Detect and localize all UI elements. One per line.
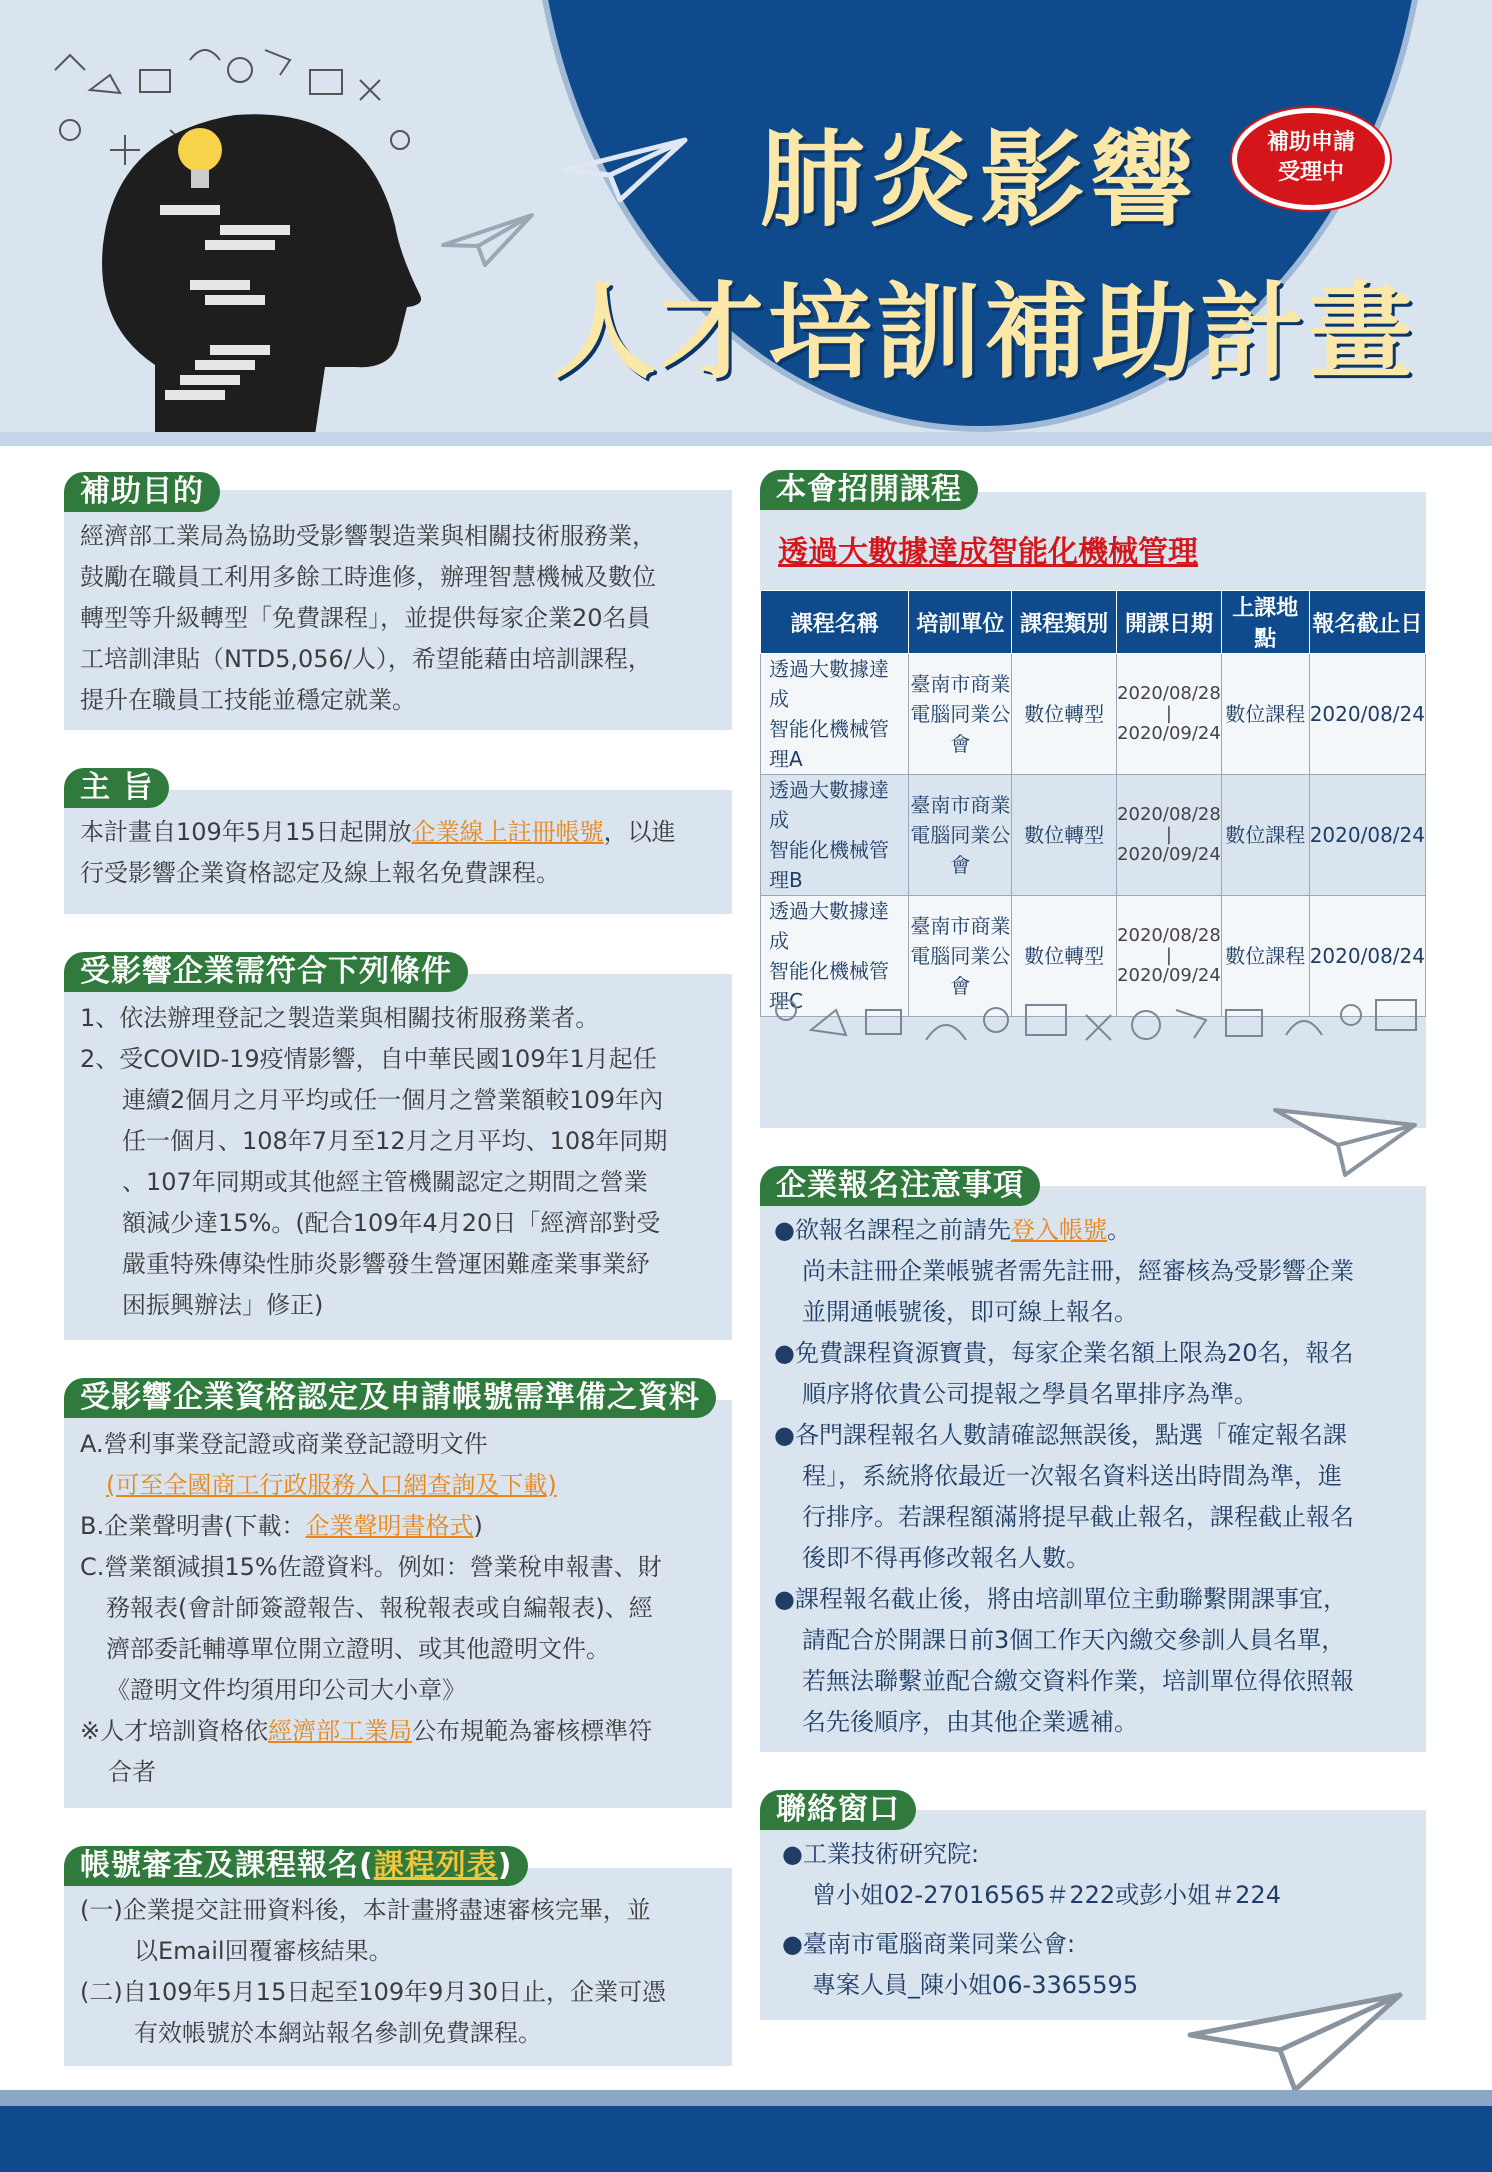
review-item-line: 以Email回覆審核結果。 (134, 1937, 393, 1965)
intent-line: 行受影響企業資格認定及線上報名免費課程。 (80, 859, 560, 887)
course-table (760, 590, 1426, 1017)
signup-bullet-end: 。 (1106, 1216, 1131, 1244)
course-name-line: 智能化機械管理A (769, 717, 889, 771)
course-place: 數位課程 (1221, 896, 1309, 1017)
signup-text (774, 1210, 1418, 1743)
review-item-line: 有效帳號於本網站報名參訓免費課程。 (134, 2019, 542, 2047)
signup-line: 並開通帳號後，即可線上報名。 (802, 1298, 1138, 1326)
main-title-line1: 肺炎影響 (760, 119, 1201, 241)
course-name[interactable] (761, 654, 909, 775)
course-name-line: 透過大數據達成 (769, 778, 889, 832)
condition-line: 、107年同期或其他經主管機關認定之期間之營業 (122, 1168, 648, 1196)
footer-divider (0, 2090, 1492, 2106)
header-banner (0, 0, 1492, 432)
document-item-b-end: ) (473, 1512, 483, 1540)
document-note: 公布規範為審核標準符 (412, 1717, 653, 1745)
document-item-b: B.企業聲明書(下載： (80, 1512, 306, 1540)
col-header: 上課地點 (1221, 591, 1309, 654)
course-org-line: 電腦同業公會 (910, 702, 1011, 756)
course-start: 2020/08/28 (1117, 804, 1221, 825)
document-item-c-line: 《證明文件均須用印公司大小章》 (106, 1676, 466, 1704)
signup-bullet: ●免費課程資源寶貴，每家企業名額上限為20名，報名 (774, 1339, 1354, 1367)
contact-detail: 曾小姐02-27016565＃222或彭小姐＃224 (812, 1881, 1281, 1909)
paper-plane-icon (1185, 1990, 1405, 2100)
paper-plane-icon (560, 135, 690, 205)
document-note-line: 合者 (108, 1758, 156, 1786)
condition-line: 任一個月、108年7月至12月之月平均、108年同期 (122, 1127, 668, 1155)
intent-text-part: ，以進 (603, 818, 676, 846)
login-link[interactable]: 登入帳號 (1010, 1216, 1107, 1244)
table-row[interactable] (761, 654, 1426, 775)
course-org (909, 775, 1012, 896)
condition-line: 額減少達15%。(配合109年4月20日「經濟部對受 (122, 1209, 661, 1237)
course-type: 數位轉型 (1012, 775, 1117, 896)
col-header: 開課日期 (1117, 591, 1222, 654)
signup-line: 後即不得再修改報名人數。 (802, 1544, 1090, 1572)
signup-line: 若無法聯繫並配合繳交資料作業，培訓單位得依照報 (802, 1667, 1354, 1695)
course-org-line: 電腦同業公會 (910, 823, 1011, 877)
course-org (909, 654, 1012, 775)
footer-bar (0, 2106, 1492, 2172)
badge-line2: 受理中 (1277, 160, 1344, 185)
course-org-line: 臺南市商業 (910, 793, 1011, 817)
condition-line: 困振興辦法」修正) (122, 1291, 324, 1319)
condition-line: 嚴重特殊傳染性肺炎影響發生營運困難產業事業紓 (122, 1250, 650, 1278)
signup-line: 尚未註冊企業帳號者需先註冊，經審核為受影響企業 (802, 1257, 1354, 1285)
col-header: 報名截止日 (1309, 591, 1425, 654)
purpose-text (80, 516, 720, 721)
review-text (80, 1890, 725, 2054)
course-headline-link[interactable]: 透過大數據達成智能化機械管理 (778, 535, 1198, 570)
badge-line1: 補助申請 (1266, 130, 1355, 155)
condition-line: 連續2個月之月平均或任一個月之營業額較109年內 (122, 1086, 664, 1114)
course-name-line: 透過大數據達成 (769, 657, 889, 711)
course-org-line: 臺南市商業 (910, 914, 1011, 938)
course-deadline: 2020/08/24 (1309, 896, 1425, 1017)
condition-item: 2、受COVID-19疫情影響，自中華民國109年1月起任 (80, 1045, 657, 1073)
review-title-text: ) (497, 1848, 513, 1883)
course-deadline: 2020/08/24 (1309, 654, 1425, 775)
documents-title: 受影響企業資格認定及申請帳號需準備之資料 (64, 1378, 716, 1418)
course-end: 2020/09/24 (1117, 723, 1221, 744)
signup-bullet: ●各門課程報名人數請確認無誤後，點選「確定報名課 (774, 1421, 1347, 1449)
course-type: 數位轉型 (1012, 896, 1117, 1017)
review-item: (二)自109年5月15日起至109年9月30日止，企業可憑 (80, 1978, 666, 2006)
signup-title: 企業報名注意事項 (760, 1166, 1040, 1206)
purpose-line: 提升在職員工技能並穩定就業。 (80, 686, 416, 714)
course-name-line: 透過大數據達成 (769, 899, 889, 953)
course-name[interactable] (761, 775, 909, 896)
purpose-line: 工培訓津貼（NTD5,056/人），希望能藉由培訓課程， (80, 645, 652, 673)
head-silhouette-icon (95, 95, 425, 432)
course-dates (1117, 654, 1222, 775)
col-header: 課程名稱 (761, 591, 909, 654)
contact-text (782, 1834, 1412, 2006)
course-name-line: 智能化機械管理B (769, 838, 889, 892)
paper-plane-icon (440, 210, 535, 270)
documents-text (80, 1424, 725, 1793)
course-place: 數位課程 (1221, 775, 1309, 896)
signup-line: 請配合於開課日前3個工作天內繳交參訓人員名單， (802, 1626, 1346, 1654)
contact-detail: 專案人員_陳小姐06-3365595 (812, 1971, 1139, 1999)
condition-item: 1、依法辦理登記之製造業與相關技術服務業者。 (80, 1004, 600, 1032)
document-item-c-line: 濟部委託輔導單位開立證明、或其他證明文件。 (106, 1635, 610, 1663)
course-start: 2020/08/28 (1117, 925, 1221, 946)
document-item-c: C.營業額減損15%佐證資料。例如：營業稅申報書、財 (80, 1553, 662, 1581)
contact-org: ●工業技術研究院: (782, 1840, 980, 1868)
review-title (64, 1846, 528, 1886)
course-end: 2020/09/24 (1117, 965, 1221, 986)
signup-bullet: ●欲報名課程之前請先 (774, 1216, 1011, 1244)
signup-bullet: ●課程報名截止後，將由培訓單位主動聯繫開課事宜， (774, 1585, 1347, 1613)
document-item-c-line: 務報表(會計師簽證報告、報稅報表或自編報表)、經 (106, 1594, 653, 1622)
document-note: ※人才培訓資格依 (80, 1717, 269, 1745)
main-title-line2: 人才培訓補助計畫 (552, 271, 1417, 393)
conditions-text (80, 998, 720, 1326)
company-register-link[interactable]: 企業線上註冊帳號 (411, 818, 604, 846)
document-item-a: A.營利事業登記證或商業登記證明文件 (80, 1430, 488, 1458)
business-portal-link[interactable]: (可至全國商工行政服務入口網查詢及下載) (106, 1471, 557, 1499)
intent-title: 主 旨 (64, 768, 169, 808)
col-header: 培訓單位 (909, 591, 1012, 654)
course-end: 2020/09/24 (1117, 844, 1221, 865)
intent-text (80, 812, 720, 894)
course-org-line: 電腦同業公會 (910, 944, 1011, 998)
course-list-link[interactable]: 課程列表 (373, 1848, 498, 1883)
course-place: 數位課程 (1221, 654, 1309, 775)
course-org-line: 臺南市商業 (910, 672, 1011, 696)
conditions-title: 受影響企業需符合下列條件 (64, 952, 468, 992)
doodle-strip-icon (766, 980, 1426, 1070)
purpose-title: 補助目的 (64, 472, 220, 512)
purpose-line: 鼓勵在職員工利用多餘工時進修，辦理智慧機械及數位 (80, 563, 656, 591)
course-type: 數位轉型 (1012, 654, 1117, 775)
signup-line: 程」，系統將依最近一次報名資料送出時間為準，進 (802, 1462, 1342, 1490)
course-name-line: 智能化機械管理C (769, 959, 889, 1013)
date-separator: | (1165, 824, 1172, 845)
intent-text-part: 本計畫自109年5月15日起開放 (80, 818, 412, 846)
purpose-line: 經濟部工業局為協助受影響製造業與相關技術服務業， (80, 522, 656, 550)
courses-title: 本會招開課程 (760, 470, 978, 510)
idb-link[interactable]: 經濟部工業局 (268, 1717, 413, 1745)
status-badge (1232, 108, 1390, 210)
table-header-row (761, 591, 1426, 654)
course-deadline: 2020/08/24 (1309, 775, 1425, 896)
signup-line: 名先後順序，由其他企業遞補。 (802, 1708, 1138, 1736)
signup-line: 順序將依貴公司提報之學員名單排序為準。 (802, 1380, 1258, 1408)
course-start: 2020/08/28 (1117, 683, 1221, 704)
header-divider (0, 432, 1492, 446)
course-dates (1117, 775, 1222, 896)
paper-plane-icon (1270, 1100, 1420, 1180)
col-header: 課程類別 (1012, 591, 1117, 654)
review-title-text: 帳號審查及課程報名( (80, 1848, 374, 1883)
table-row[interactable] (761, 775, 1426, 896)
date-separator: | (1165, 703, 1172, 724)
review-item: (一)企業提交註冊資料後，本計畫將盡速審核完畢，並 (80, 1896, 651, 1924)
signup-line: 行排序。若課程額滿將提早截止報名，課程截止報名 (802, 1503, 1354, 1531)
contact-org: ●臺南市電腦商業同業公會: (782, 1930, 1076, 1958)
declaration-form-link[interactable]: 企業聲明書格式 (305, 1512, 474, 1540)
purpose-line: 轉型等升級轉型「免費課程」，並提供每家企業20名員 (80, 604, 651, 632)
date-separator: | (1165, 945, 1172, 966)
contact-title: 聯絡窗口 (760, 1790, 916, 1830)
